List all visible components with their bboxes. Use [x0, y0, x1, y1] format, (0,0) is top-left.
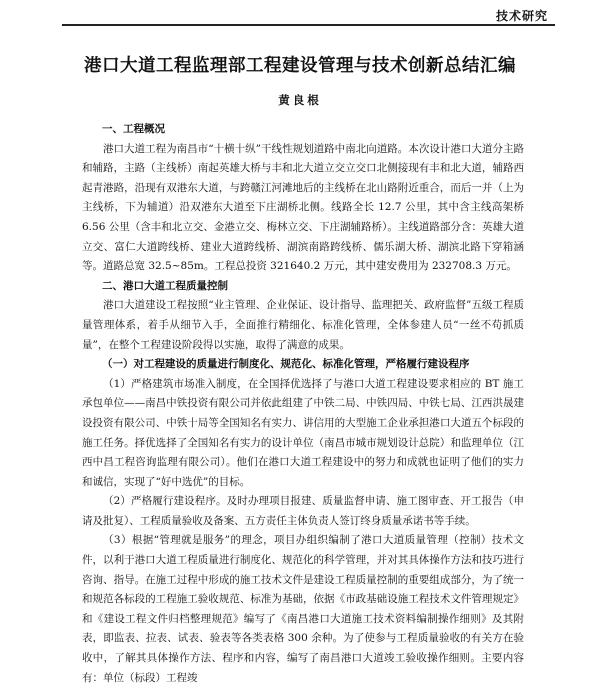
- paragraph: （1）严格建筑市场准入制度，在全国择优选择了与港口大道工程建设要求相应的 BT 施工承包单位——南昌中铁投资有限公司并依此组建了中铁二局、中铁四局、中铁七局、江西洪晟建设投资有限公司、中铁十局等全国知名有实力、讲信用的大型施工企业承担港口大道五个标段的施工任务。择优选择了全国知名有实力的设计单位（南昌市城市规划设计总院）和监理单位（江西中昌工程咨询监理有限公司）。他们在港口大道工程建设中的努力和成就也证明了他们的实力和诚信，实现了“好中选优”的目标。: [82, 377, 524, 488]
- header-rule: [62, 24, 555, 26]
- paragraph: （2）严格履行建设程序。及时办理项目报建、质量监督申请、施工图审查、开工报告（申请及批复）、工程质量验收及备案、五方责任主体负责人签订终身质量承诺书等手续。: [82, 495, 524, 527]
- article-body: [82, 120, 524, 688]
- article-author: 黄良根: [278, 93, 322, 107]
- paragraph: 港口大道建设工程按照“业主管理、企业保证、设计指导、监理把关、政府监督”五级工程质量管理体系，着手从细节入手，全面推行精细化、标准化管理，全体参建人员“一丝不苟抓质量”，在整个工程建设阶段得以实施，取得了满意的成果。: [82, 299, 524, 351]
- article-title: 港口大道工程监理部工程建设管理与技术创新总结汇编: [84, 56, 516, 76]
- subsection-heading: （一）对工程建设的质量进行制度化、规范化、标准化管理，严格履行建设程序: [102, 358, 470, 371]
- paragraph: （3）根据“管理就是服务”的理念，项目办组织编制了港口大道质量管理（控制）技术文件，以利于港口大道工程质量进行制度化、规范化的科学管理，并对其具体操作方法和技巧进行咨询、指导。在施工过程中形成的施工技术文件是建设工程质量控制的重要组成部分，为了统一和规范各标段的工程施工验收规范、标准为基础，依据《市政基础设施工程技术文件管理规定》和《建设工程文件归档整理规范》编写了《南昌港口大道施工技术资料编制操作细则》及其附表，即监表、拉表、试表、验表等各类表格 300 余种。为了使参与工程质量验收的有关方在验收中，了解其具体操作方法、程序和内容，编写了南昌港口大道竣工验收操作细则。主要内容有：单位（标段）工程竣: [82, 534, 524, 684]
- section-heading: 一、工程概况: [102, 123, 165, 135]
- section-heading: 二、港口大道工程质量控制: [102, 279, 228, 292]
- paragraph: 港口大道工程为南昌市“十横十纵”干线性规划道路中南北向道路。本次设计港口大道分主路和辅路，主路（主线桥）南起英雄大桥与丰和北大道立交立交口北侧接现有丰和北大道，辅路西起青港路，沿现有双港东大道，与跨赣江河滩地后的主线桥在北山路附近重合，而后一并（上为主线桥，下为辅道）沿双港东大道至下庄湖桥北侧。线路全长 12.7 公里，其中含主线高架桥 6.56 公里（含丰和北立交、金港立交、梅林立交、下庄湖辅路桥）。主线道路部分含：英雄大道立交、富仁大道跨线桥、建业大道跨线桥、湖滨南路跨线桥、儒乐湖大桥、湖滨北路下穿箱涵等。道路总宽 32.5~85m。工程总投资 321640.2 万元，其中建安费用为 232708.3 万元。: [82, 142, 524, 273]
- section-tag: 技术研究: [495, 9, 548, 23]
